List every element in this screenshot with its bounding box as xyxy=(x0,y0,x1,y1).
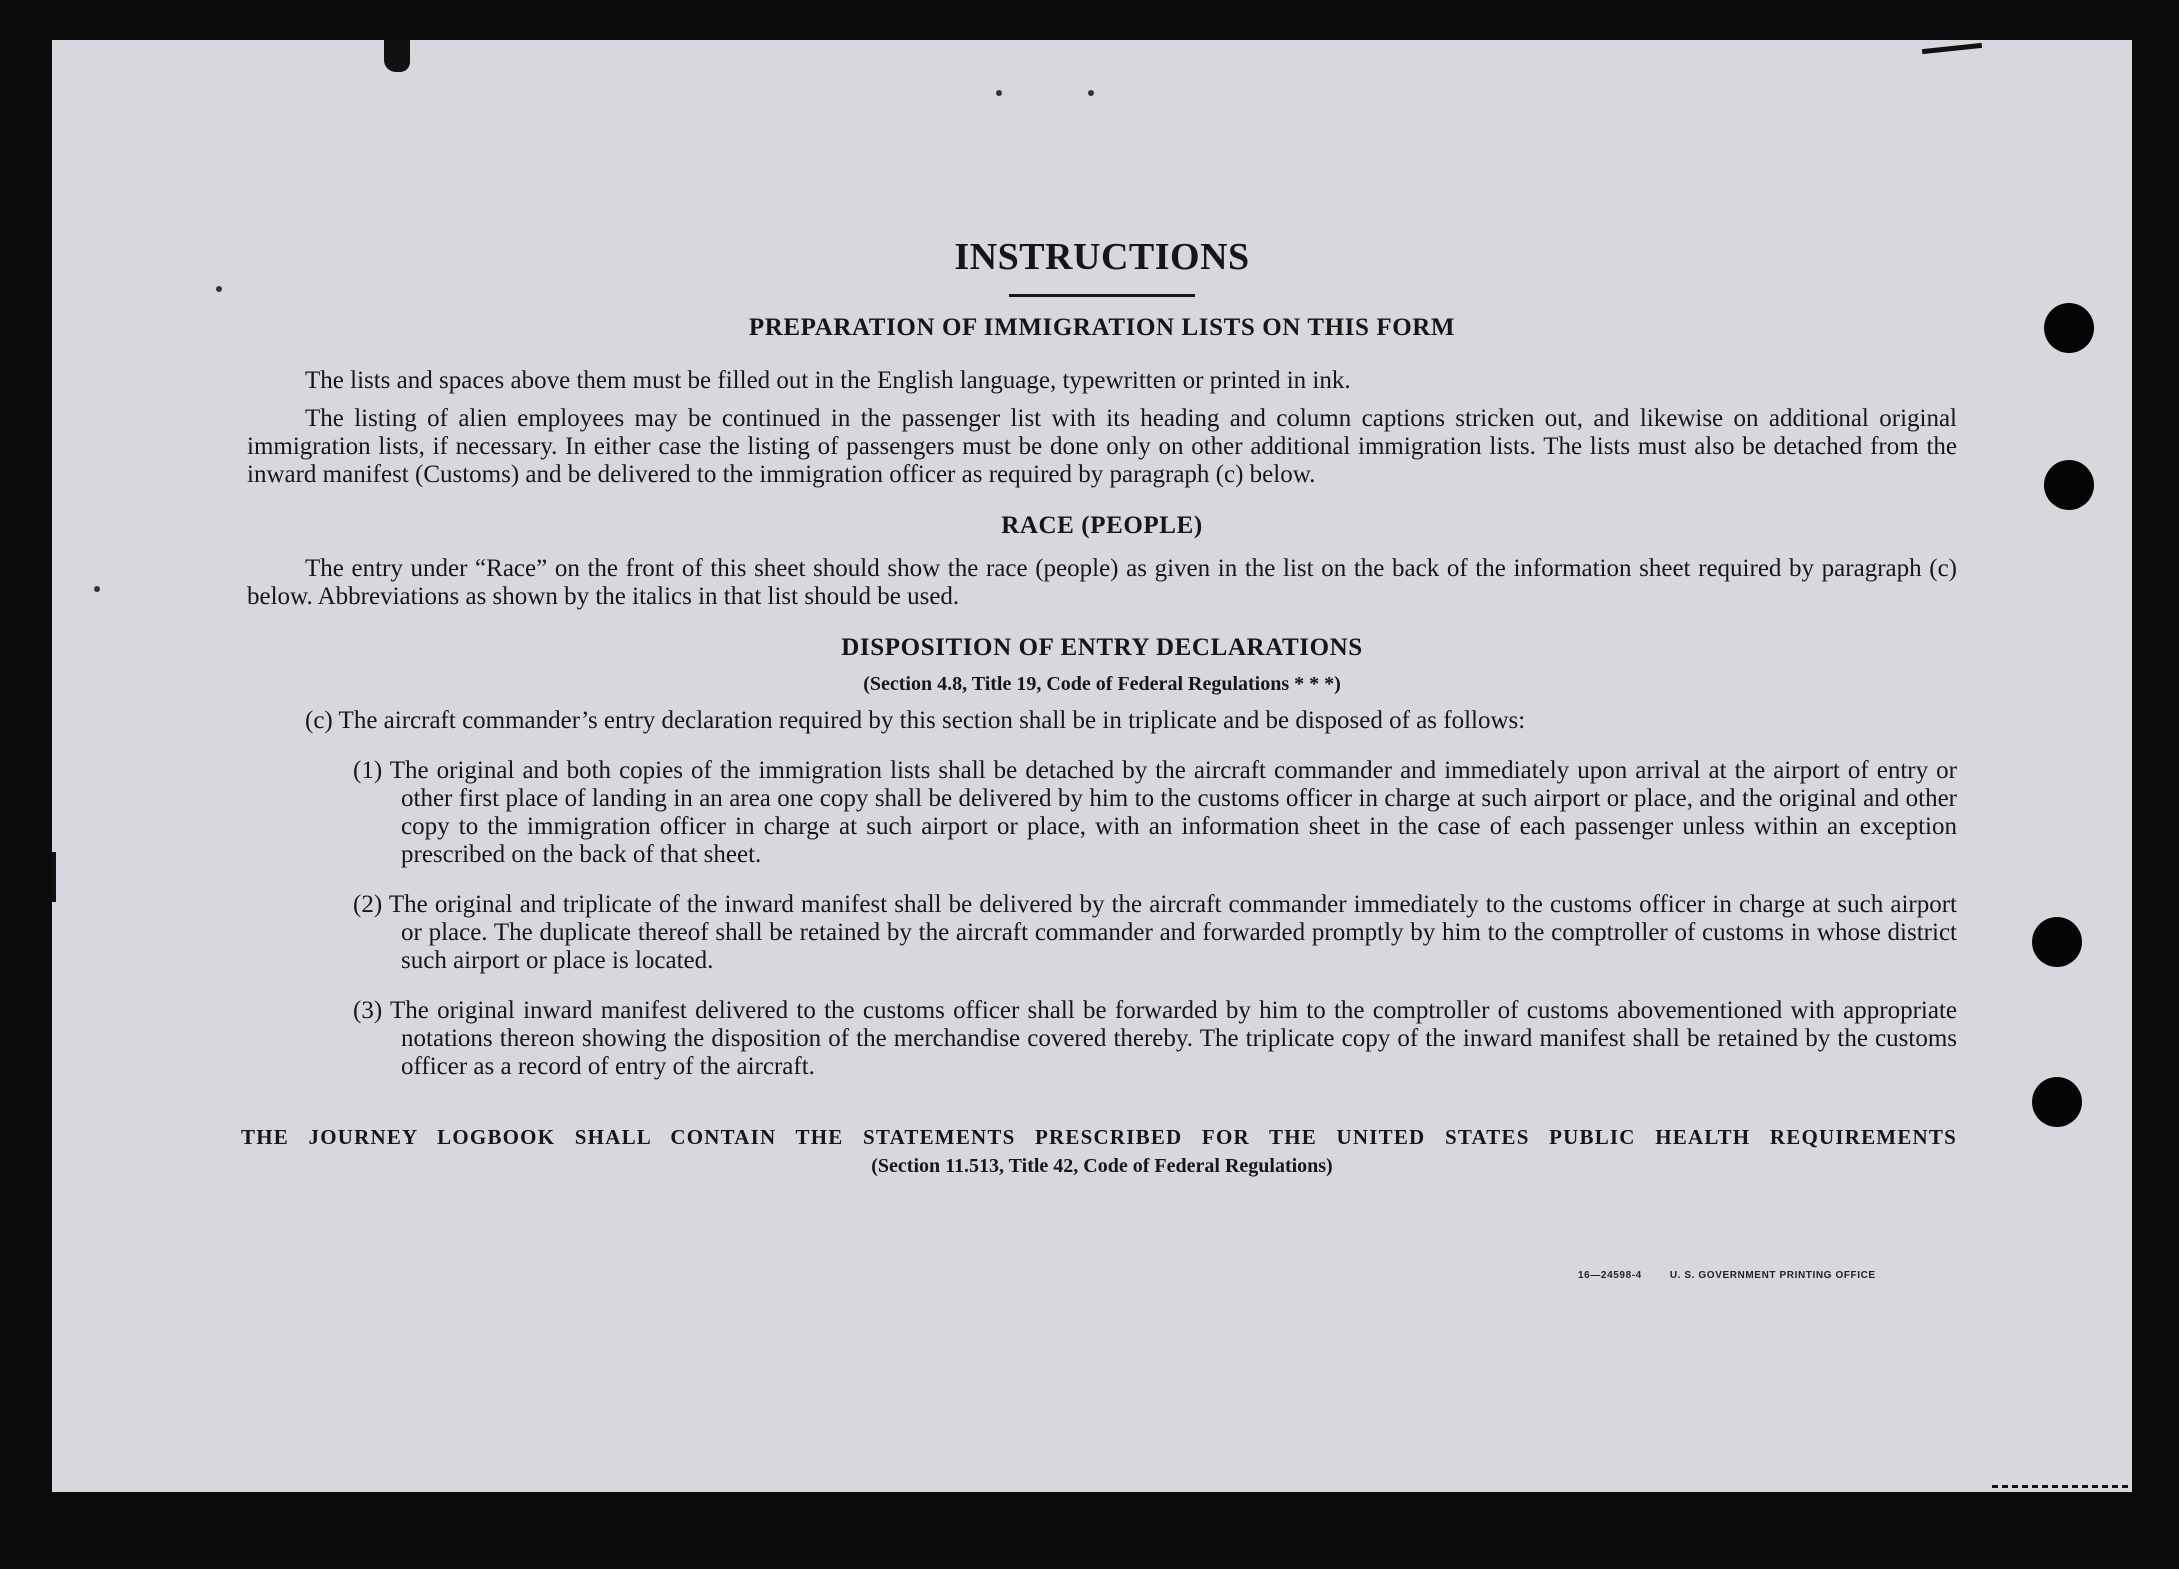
punch-hole-1 xyxy=(2044,303,2094,353)
disposition-item-3: (3) The original inward manifest delivered to the customs officer shall be forwarded by him to the comptroller of customs abovementioned with appropriate notations thereon showing the disposition of the merchandise covered thereby. The triplicate copy of the inward manifest shall be retained by the customs officer as a record of entry of the aircraft. xyxy=(353,997,1957,1080)
race-heading: RACE (PEOPLE) xyxy=(1001,512,1203,539)
preparation-heading: PREPARATION OF IMMIGRATION LISTS ON THIS FORM xyxy=(748,314,1456,341)
punch-hole-4 xyxy=(2032,1077,2082,1127)
disposition-item-2: (2) The original and triplicate of the inward manifest shall be delivered by the aircraft commander immediately to the customs officer in charge at such airport or place. The duplicate thereof shall be retained by the aircraft commander and forwarded promptly by him to the comptroller of customs in whose district such airport or place is located. xyxy=(353,891,1957,974)
punch-hole-2 xyxy=(2044,460,2094,510)
disposition-heading: DISPOSITION OF ENTRY DECLARATIONS xyxy=(841,634,1363,661)
race-paragraph: The entry under “Race” on the front of this sheet should show the race (people) as given in the list on the back of the information sheet required by paragraph (c) below. Abbreviations as shown by the italics in that list should be used. xyxy=(247,555,1957,610)
edge-mark xyxy=(52,852,56,902)
disposition-citation: (Section 4.8, Title 19, Code of Federal Regulations * * *) xyxy=(863,673,1341,695)
preparation-paragraph-2: The listing of alien employees may be continued in the passenger list with its heading and column captions stricken out, and likewise on additional original immigration lists, if necessary. In either case the listing of passengers must be done only on other additional immigration lists. The lists must also be detached from the inward manifest (Customs) and be delivered to the immigration officer as required by paragraph (c) below. xyxy=(247,405,1957,488)
tape-mark xyxy=(384,40,410,72)
corner-mark xyxy=(1922,43,1982,54)
preparation-paragraph-1: The lists and spaces above them must be filled out in the English language, typewritten or printed in ink. xyxy=(305,367,1351,394)
title-underline xyxy=(1009,294,1195,297)
public-health-citation: (Section 11.513, Title 42, Code of Federal Regulations) xyxy=(871,1155,1333,1177)
speck xyxy=(996,90,1002,96)
disposition-item-1: (1) The original and both copies of the immigration lists shall be detached by the aircraft commander and immediately upon arrival at the airport of entry or other first place of landing in an area one copy shall be delivered by him to the customs officer in charge at such airport or place, and the original and other copy to the immigration officer in charge at such airport or place, with an information sheet in the case of each passenger unless within an exception prescribed on the back of that sheet. xyxy=(353,757,1957,868)
public-health-statement: THE JOURNEY LOGBOOK SHALL CONTAIN THE STATEMENTS PRESCRIBED FOR THE UNITED STATES PUBLIC HEALTH REQUIREMENTS xyxy=(241,1125,1957,1149)
instructions-content xyxy=(241,234,1957,1179)
punch-hole-3 xyxy=(2032,917,2082,967)
speck xyxy=(94,586,100,592)
speck xyxy=(1088,90,1094,96)
page-title: INSTRUCTIONS xyxy=(954,236,1250,278)
bottom-edge-dashes xyxy=(1992,1485,2132,1488)
printer-name: U. S. GOVERNMENT PRINTING OFFICE xyxy=(1669,1270,1876,1281)
speck xyxy=(216,286,222,292)
disposition-lead: (c) The aircraft commander’s entry declaration required by this section shall be in triplicate and be disposed of as follows: xyxy=(305,707,1526,734)
form-number: 16—24598-4 xyxy=(1578,1270,1642,1281)
printer-imprint xyxy=(1578,1270,1938,1281)
